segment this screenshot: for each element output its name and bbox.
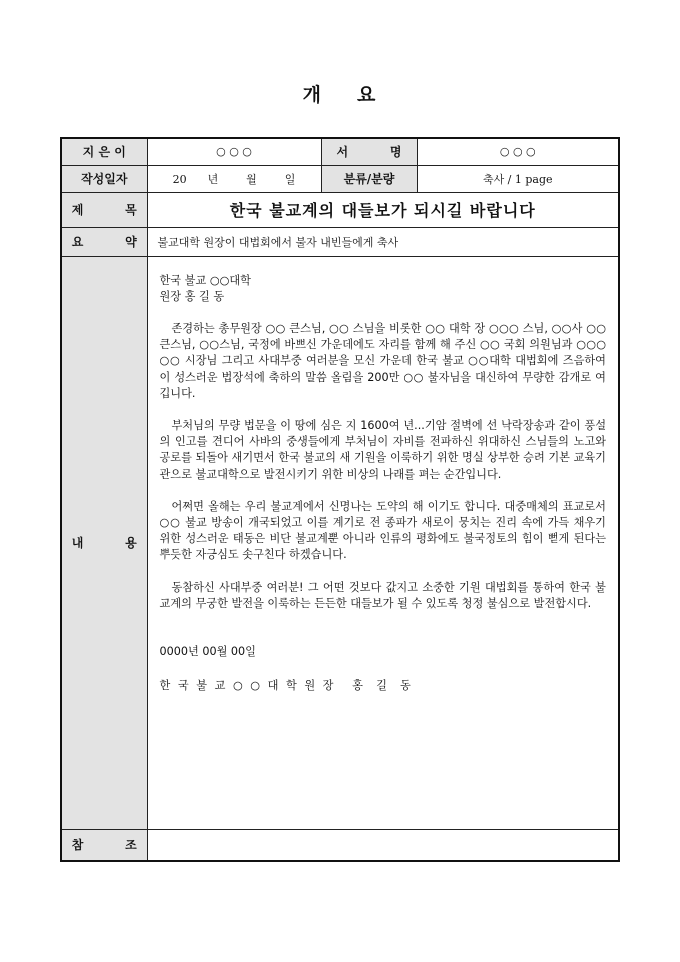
content-label: 내 용: [61, 256, 147, 829]
page-title: [0, 80, 680, 107]
category-value: 축사 / 1 page: [417, 165, 619, 192]
signature-value: ○ ○ ○: [417, 138, 619, 165]
signature-label: 서 명: [321, 138, 417, 165]
content-paragraph-2: 부처님의 무량 법문을 이 땅에 심은 지 1600여 년...기암 절벽에 선 낙락장송과 같이 풍설의 인고를 견디어 사바의 중생들에게 부처님이 자비를 전파하신 위대하신 스님들의 노고와 공로를 되돌아 새기면서 한국 불교의 새 기원을 이룩하기 위한 명실 상부한 승려 기본 교육기관으로 불교대학으로 발전시키기 위한 비상의 나래를 펴는 순간입니다.: [159, 418, 606, 481]
reference-label: 참 조: [61, 829, 147, 861]
content-body: [147, 256, 619, 829]
date-value: 20 년 월 일: [147, 165, 321, 192]
content-header-line2: 원장 홍 길 동: [159, 289, 225, 303]
date-label: 작성일자: [61, 165, 147, 192]
content-paragraph-4: 동참하신 사대부중 여러분! 그 어떤 것보다 값지고 소중한 기원 대법회를 통하여 한국 불교계의 무궁한 발전을 이룩하는 든든한 대들보가 될 수 있도록 청정 불심으로 발전합시다.: [159, 580, 606, 610]
row-date: [61, 165, 619, 192]
category-label: 분류/분량: [321, 165, 417, 192]
content-header-line1: 한국 불교 ○○대학: [159, 273, 251, 287]
content-signature: 한 국 불 교 ○ ○ 대 학 원 장 홍 길 동: [159, 679, 413, 693]
reference-value: [147, 829, 619, 861]
row-subject: [61, 192, 619, 227]
content-paragraph-1: 존경하는 총무원장 ○○ 큰스님, ○○ 스님을 비롯한 ○○ 대학 장 ○○○ 스님, ○○사 ○○ 큰스님, ○○스님, 국정에 바쁘신 가운데에도 자리를 함께 해 주신 ○○ 국회 의원님과 ○○○ ○○ 시장님 그리고 사대부중 여러분을 모신 가운데 한국 불교 ○○대학 대법회에 즈음하여 이 성스러운 법장석에 축하의 말씀 올림을 200만 ○○ 불자님을 대신하여 무량한 감개로 여깁니다.: [159, 321, 606, 400]
row-content: [61, 256, 619, 829]
summary-form-table: [60, 137, 620, 862]
title-char-1: 개: [302, 84, 323, 106]
row-author: [61, 138, 619, 165]
summary-value: 불교대학 원장이 대법회에서 불자 내빈들에게 축사: [147, 227, 619, 256]
content-paragraph-3: 어쩌면 올해는 우리 불교계에서 신명나는 도약의 해 이기도 합니다. 대중매체의 표교로서 ○○ 불교 방송이 개국되었고 이를 계기로 전 종파가 새로이 뭉치는 진리 속에 가득 채우기 위한 성스러운 태동은 비단 불교계뿐 아니라 인류의 평화에도 불국정토의 힘이 뻗게 된다는 뿌듯한 자긍심도 솟구친다 하겠습니다.: [159, 499, 606, 562]
row-reference: [61, 829, 619, 861]
row-summary: [61, 227, 619, 256]
title-char-2: 요: [357, 84, 378, 106]
signature-block: [160, 644, 607, 694]
content-date: 0000년 00월 00일: [159, 644, 256, 658]
author-value: ○ ○ ○: [147, 138, 321, 165]
summary-label: 요 약: [61, 227, 147, 256]
subject-value: 한국 불교계의 대들보가 되시길 바랍니다: [147, 192, 619, 227]
subject-label: 제 목: [61, 192, 147, 227]
author-label: 지 은 이: [61, 138, 147, 165]
